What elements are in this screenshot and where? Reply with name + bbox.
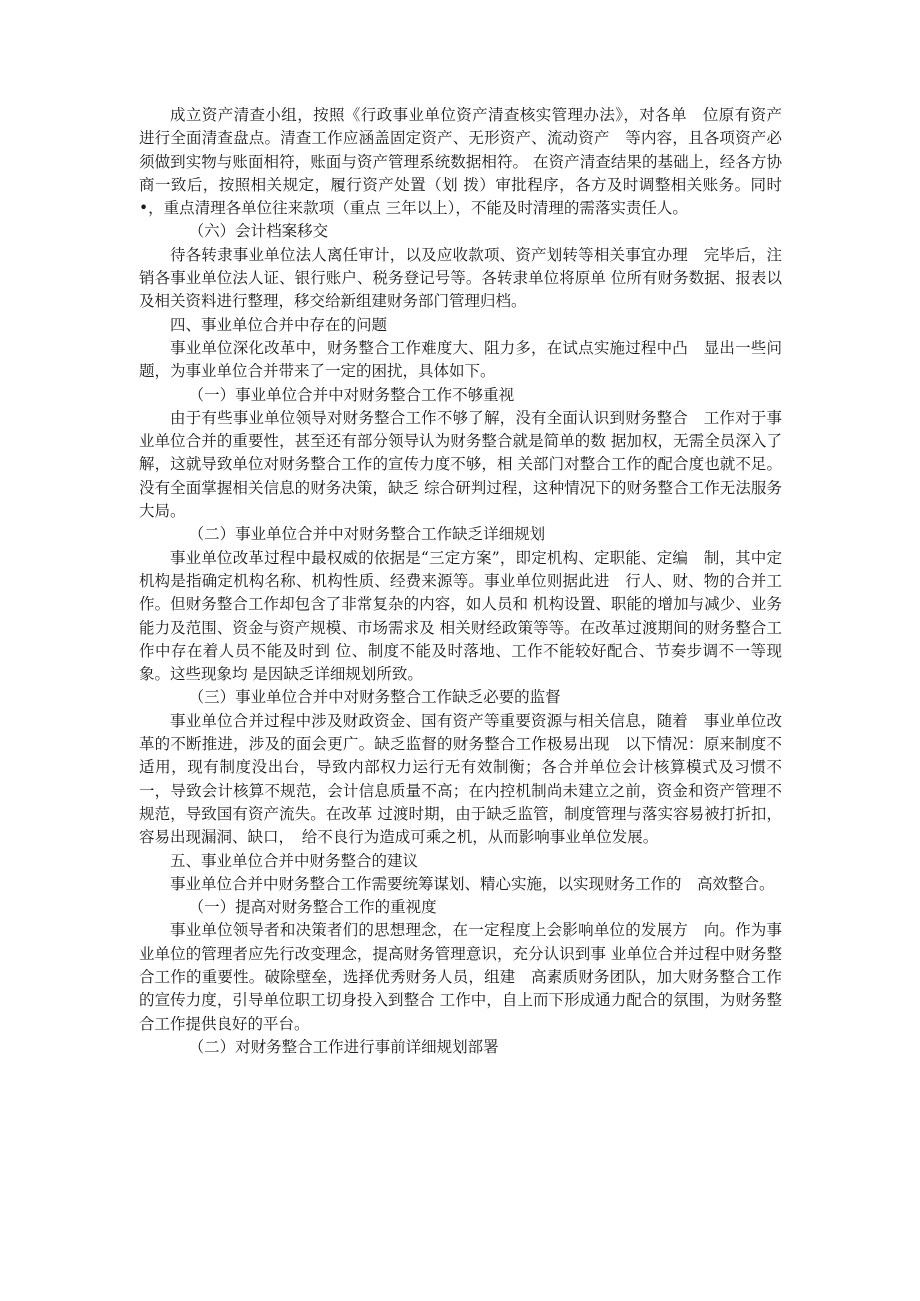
para-problem-two: 事业单位改革过程中最权威的依据是“三定方案”，即定机构、定职能、定编 制，其中定机构是指确定机构名称、机构性质、经费来源等。事业单位则据此进 行人、财、物的合并工作。但财务整合工作却包含了非常复杂的内容，如人员和 机构设置、职能的增加与减少、业务能力及范围、资金与资产规模、市场需求及 相关财经政策等等。在改革过渡期间的财务整合工作中存在着人员不能及时到 位、制度不能及时落地、工作不能较好配合、节奏步调不一等现象。这些现象均 是因缺乏详细规划所致。 bbox=[139, 548, 782, 684]
para-problem-one: 由于有些事业单位领导对财务整合工作不够了解，没有全面认识到财务整合 工作对于事业单位合并的重要性，甚至还有部分领导认为财务整合就是简单的数 据加权，无需全员深入了解，这就导致单位对财务整合工作的宣传力度不够，相 关部门对整合工作的配合度也就不足。没有全面掌握相关信息的财务决策，缺乏 综合研判过程，这种情况下的财务整合工作无法服务大局。 bbox=[139, 408, 782, 521]
para-suggestion-one: 事业单位领导者和决策者们的思想理念，在一定程度上会影响单位的发展方 向。作为事业单位的管理者应先行改变理念，提高财务管理意识，充分认识到事 业单位合并过程中财务整合工作的重要性。破除壁垒，选择优秀财务人员，组建 高素质财务团队，加大财务整合工作的宣传力度，引导单位职工切身投入到整合 工作中，自上而下形成通力配合的氛围，为财务整合工作提供良好的平台。 bbox=[139, 921, 782, 1033]
heading-problem-three: （三）事业单位合并中对财务整合工作缺乏必要的监督 bbox=[188, 688, 561, 707]
para-asset-inventory: 成立资产清查小组，按照《行政事业单位资产清查核实管理办法》，对各单 位原有资产进行全面清查盘点。清查工作应涵盖固定资产、无形资产、流动资产 等内容，且各项资产必须做到实物与账面相符，账面与资产管理系统数据相符。 在资产清查结果的基础上，经各方协商一致后，按照相关规定，履行资产处置（划 拨）审批程序，各方及时调整相关账务。同时•，重点清理各单位往来款项（重点 三年以上），不能及时清理的需落实责任人。 bbox=[139, 106, 782, 218]
para-archive-transfer: 待各转隶事业单位法人离任审计，以及应收款项、资产划转等相关事宜办理 完毕后，注销各事业单位法人证、银行账户、税务登记号等。各转隶单位将原单 位所有财务数据、报表以及相关资料进行整理，移交给新组建财务部门管理归档。 bbox=[139, 245, 782, 311]
para-suggestions-intro: 事业单位合并中财务整合工作需要统筹谋划、精心实施，以实现财务工作的 高效整合。 bbox=[170, 874, 775, 893]
document-page bbox=[139, 104, 782, 1059]
heading-section-five: 五、事业单位合并中财务整合的建议 bbox=[170, 851, 419, 870]
para-problem-three: 事业单位合并过程中涉及财政资金、国有资产等重要资源与相关信息，随着 事业单位改革的不断推进，涉及的面会更广。缺乏监督的财务整合工作极易出现 以下情况：原来制度不适用，现有制度没出台，导致内部权力运行无有效制衡；各合并单位会计核算模式及习惯不一，导致会计核算不规范，会计信息质量不高；在内控机制尚未建立之前，资金和资产管理不规范，导致国有资产流失。在改革 过渡时期，由于缺乏监管，制度管理与落实容易被打折扣，容易出现漏洞、缺口， 给不良行为造成可乘之机，从而影响事业单位发展。 bbox=[139, 711, 782, 847]
heading-problem-one: （一）事业单位合并中对财务整合工作不够重视 bbox=[188, 385, 515, 404]
heading-suggestion-two: （二）对财务整合工作进行事前详细规划部署 bbox=[188, 1037, 499, 1056]
heading-problem-two: （二）事业单位合并中对财务整合工作缺乏详细规划 bbox=[188, 525, 546, 544]
heading-section-four: 四、事业单位合并中存在的问题 bbox=[170, 315, 388, 334]
heading-accounting-archive-transfer: （六）会计档案移交 bbox=[188, 222, 329, 241]
heading-suggestion-one: （一）提高对财务整合工作的重视度 bbox=[188, 898, 437, 917]
para-problems-intro: 事业单位深化改革中，财务整合工作难度大、阻力多，在试点实施过程中凸 显出一些问题，为事业单位合并带来了一定的困扰，具体如下。 bbox=[139, 338, 782, 381]
